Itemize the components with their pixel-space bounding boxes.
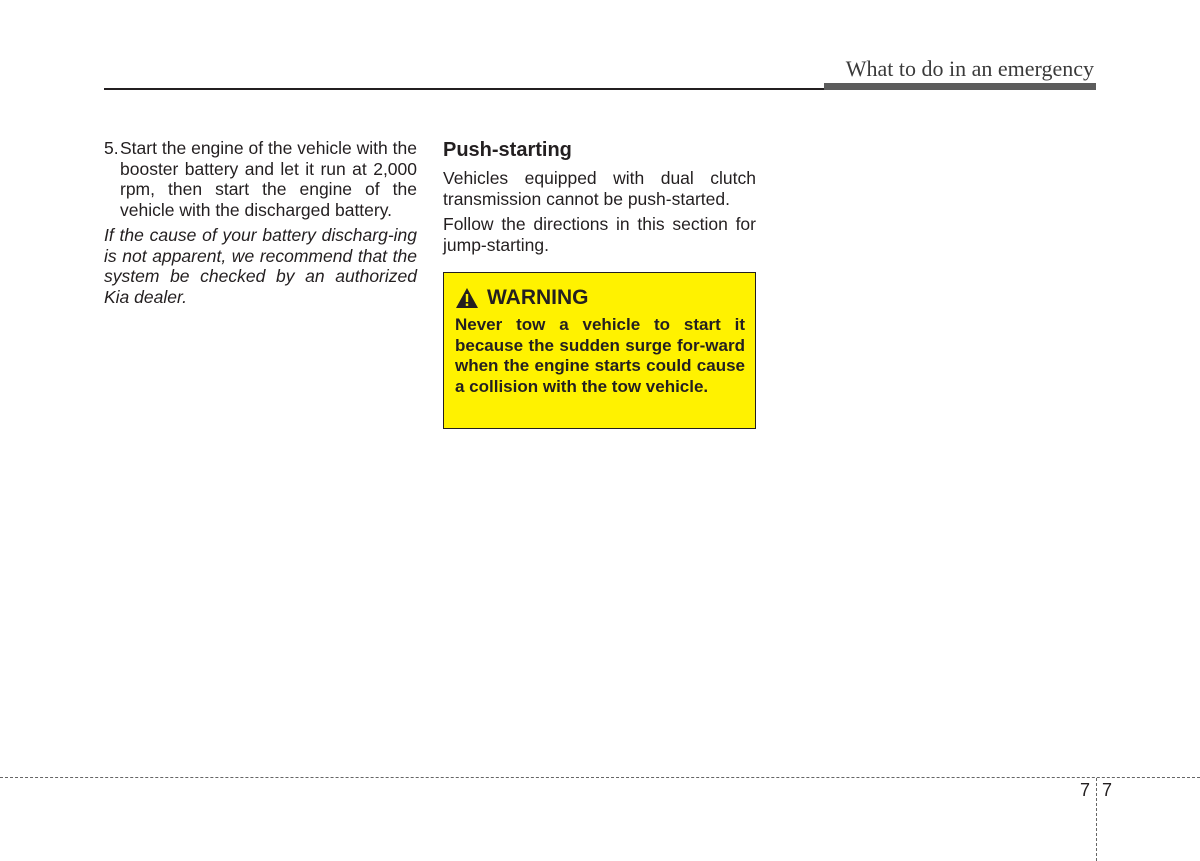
warning-header (455, 286, 589, 310)
step-number: 5. (104, 138, 119, 158)
page-number: 7 (1102, 780, 1113, 800)
middle-column (443, 138, 756, 260)
header-section-title: What to do in an emergency (845, 56, 1094, 81)
battery-note: If the cause of your battery discharg-ing is not apparent, we recommend that the system be checked by an authorized Kia dealer. (104, 225, 417, 307)
page-chapter-number: 7 (1080, 780, 1091, 800)
paragraph-jump-starting: Follow the directions in this section for jump-starting. (443, 214, 756, 255)
warning-triangle-icon (455, 287, 479, 309)
step-text: Start the engine of the vehicle with the booster battery and let it run at 2,000 rpm, then start the engine of the vehicle with the discharged battery. (120, 138, 417, 220)
footer-dashed-rule (0, 777, 1200, 778)
paragraph-dual-clutch: Vehicles equipped with dual clutch transmission cannot be push-started. (443, 168, 756, 209)
section-heading-push-starting: Push-starting (443, 139, 572, 161)
header-rule-accent (824, 83, 1096, 90)
step-5 (104, 138, 417, 220)
left-column (104, 138, 417, 307)
warning-box (443, 272, 756, 429)
footer-vertical-divider (1096, 778, 1097, 861)
warning-text: Never tow a vehicle to start it because the sudden surge for-ward when the engine starts could cause a collision with the tow vehicle. (455, 315, 745, 396)
warning-title: WARNING (487, 286, 589, 309)
